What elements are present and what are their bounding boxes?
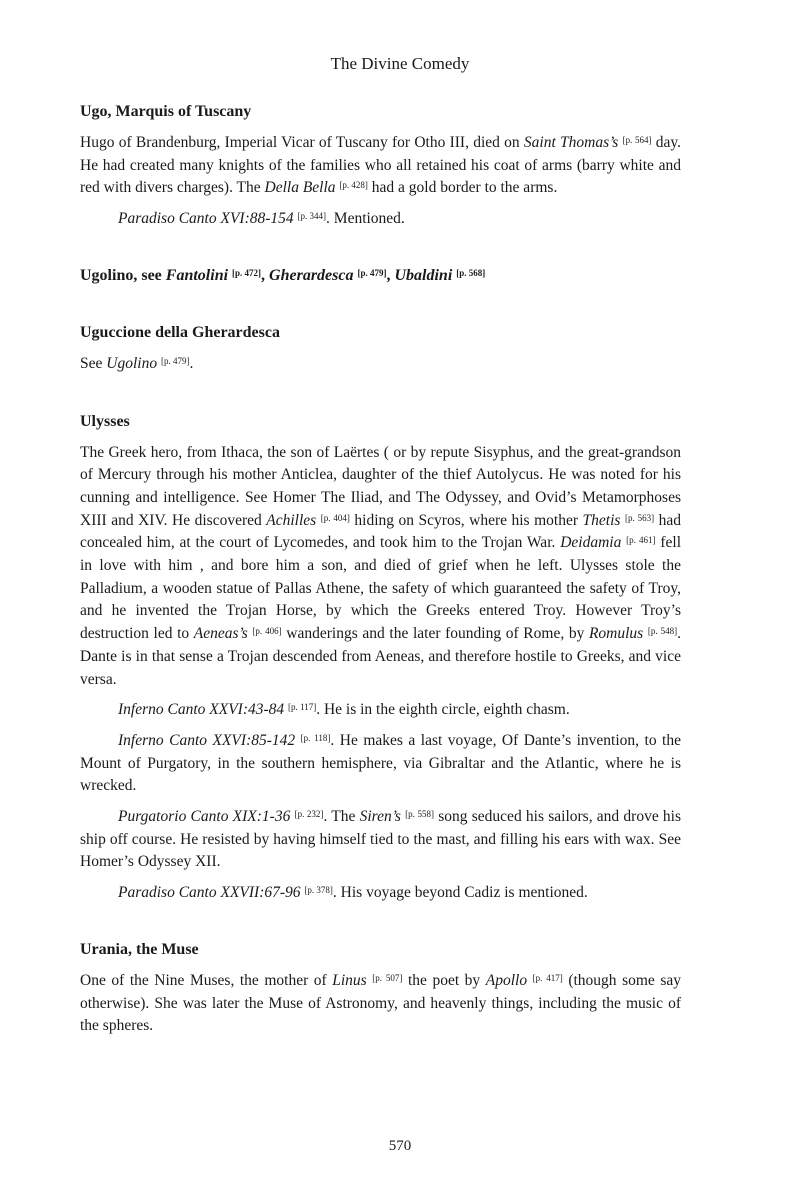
link-canto[interactable]: Purgatorio Canto XIX:1-36	[118, 808, 291, 826]
entry-body	[80, 442, 681, 692]
body-text: See	[80, 354, 107, 372]
reference-text: . The	[323, 808, 360, 826]
entry-body	[80, 132, 681, 200]
canto-reference	[80, 882, 681, 905]
body-text: had a gold border to the arms.	[367, 179, 558, 197]
page-ref[interactable]: [p. 417]	[532, 972, 563, 983]
reference-text: . His voyage beyond Cadiz is mentioned.	[332, 884, 588, 902]
entry-heading: Ugo, Marquis of Tuscany	[80, 103, 252, 120]
page-ref[interactable]: [p. 558]	[405, 809, 435, 820]
page-ref[interactable]: [p. 568]	[456, 267, 486, 278]
page-ref[interactable]: [p. 232]	[294, 809, 324, 820]
link-siren[interactable]: Siren’s	[359, 808, 401, 826]
canto-reference	[80, 730, 681, 798]
entry-ugolino	[80, 264, 681, 288]
page-ref[interactable]: [p. 564]	[622, 135, 652, 145]
separator: ,	[261, 266, 270, 284]
page-ref[interactable]: [p. 428]	[339, 180, 368, 191]
link-della-bella[interactable]: Della Bella	[264, 179, 336, 197]
link-romulus[interactable]: Romulus	[588, 625, 644, 643]
page-ref[interactable]: [p. 472]	[232, 267, 262, 278]
canto-reference	[80, 208, 681, 231]
body-text: wanderings and the later founding of Rome, by	[281, 625, 589, 643]
link-achilles[interactable]: Achilles	[266, 511, 317, 529]
canto-reference	[80, 699, 681, 722]
page-content	[80, 100, 681, 1038]
link-gherardesca[interactable]: Gherardesca	[269, 266, 354, 284]
link-ugolino[interactable]: Ugolino	[106, 354, 158, 372]
canto-reference	[80, 806, 681, 874]
link-canto[interactable]: Inferno Canto XXVI:85-142	[118, 731, 296, 749]
entry-ugo	[80, 100, 681, 231]
body-text: . Dante is in that sense a Trojan descended from Aeneas, and therefore hostile to Greeks, and vice versa.	[80, 625, 681, 688]
page-ref[interactable]: [p. 548]	[647, 626, 678, 637]
page-ref[interactable]: [p. 378]	[304, 885, 333, 896]
page-ref[interactable]: [p. 344]	[297, 211, 327, 222]
reference-text: . Mentioned.	[326, 210, 405, 228]
entry-body	[80, 970, 681, 1038]
link-deidamia[interactable]: Deidamia	[560, 534, 622, 552]
page-ref[interactable]: [p. 563]	[624, 512, 655, 523]
link-ubaldini[interactable]: Ubaldini	[394, 266, 453, 284]
entry-ulysses	[80, 410, 681, 905]
page-ref[interactable]: [p. 406]	[252, 626, 282, 637]
page-number: 570	[388, 1138, 412, 1154]
link-fantolini[interactable]: Fantolini	[165, 266, 229, 284]
link-thetis[interactable]: Thetis	[582, 511, 621, 529]
reference-text: . He makes a last voyage, Of Dante’s invention, to the Mount of Purgatory, in the southern hemisphere, via Gibraltar and the Atlantic, where he is wrecked.	[80, 731, 681, 795]
page-ref[interactable]: [p. 507]	[372, 972, 403, 983]
page-ref[interactable]: [p. 404]	[320, 512, 350, 523]
page-ref[interactable]: [p. 479]	[160, 355, 190, 366]
page-ref[interactable]: [p. 117]	[288, 702, 317, 713]
link-aeneas[interactable]: Aeneas’s	[193, 625, 248, 643]
link-apollo[interactable]: Apollo	[485, 971, 528, 989]
reference-text: . He is in the eighth circle, eighth chasm.	[316, 701, 570, 719]
entry-heading: Urania, the Muse	[80, 940, 199, 958]
body-text: the poet by	[402, 971, 486, 989]
entry-heading	[80, 264, 681, 288]
link-linus[interactable]: Linus	[332, 971, 367, 989]
reference-text: song seduced his sailors, and drove his ship off course. He resisted by having himself tied to the mast, and filling his ears with wax. See Homer’s Odyssey XII.	[80, 808, 682, 871]
link-canto[interactable]: Inferno Canto XXVI:43-84	[118, 701, 285, 719]
body-text: had concealed him, at the court of Lycomedes, and took him to the Trojan War.	[80, 511, 681, 552]
link-canto[interactable]: Paradiso Canto XVI:88-154	[118, 210, 294, 228]
entry-uguccione	[80, 321, 681, 376]
running-header: The Divine Comedy	[330, 54, 470, 73]
body-text: .	[189, 354, 194, 372]
body-text: fell in love with him , and bore him a son, and died of grief when he left. Ulysses stole the Palladium, a wooden statue of Pallas Athene, the safety of which guaranteed the safety of Troy, and he invented the Trojan Horse, by which the Greeks entered Troy. However Troy’s destruction led to	[80, 534, 682, 643]
link-saint-thomas[interactable]: Saint Thomas’s	[523, 134, 619, 151]
entry-body	[80, 353, 681, 376]
body-text: hiding on Scyros, where his mother	[349, 511, 583, 529]
entry-urania	[80, 938, 681, 1038]
page-ref[interactable]: [p. 479]	[357, 267, 387, 278]
entry-heading: Ulysses	[80, 412, 130, 430]
body-text: Hugo of Brandenburg, Imperial Vicar of Tuscany for Otho III, died on	[80, 134, 524, 151]
body-text: The Greek hero, from Ithaca, the son of Laërtes ( or by repute Sisyphus, and the great-grandson of Mercury through his mother Anticlea, daughter of the thief Autolycus. He was noted for his cunning and intelligence. See Homer The Iliad, and The Odyssey, and Ovid’s Metamorphoses XIII and XIV. He discovered	[80, 443, 681, 529]
separator: ,	[386, 266, 395, 284]
body-text: day. He had created many knights of the families who all retained his coat of arms (barry white and red with divers charges). The	[80, 134, 682, 197]
heading-lead: Ugolino, see	[80, 266, 166, 284]
entry-heading: Uguccione della Gherardesca	[80, 323, 280, 341]
body-text: (though some say otherwise). She was later the Muse of Astronomy, and heavenly things, including the music of the spheres.	[80, 971, 682, 1035]
link-canto[interactable]: Paradiso Canto XXVII:67-96	[118, 884, 301, 902]
page-ref[interactable]: [p. 461]	[626, 535, 656, 546]
body-text: One of the Nine Muses, the mother of	[80, 971, 333, 989]
page-ref[interactable]: [p. 118]	[300, 732, 331, 743]
